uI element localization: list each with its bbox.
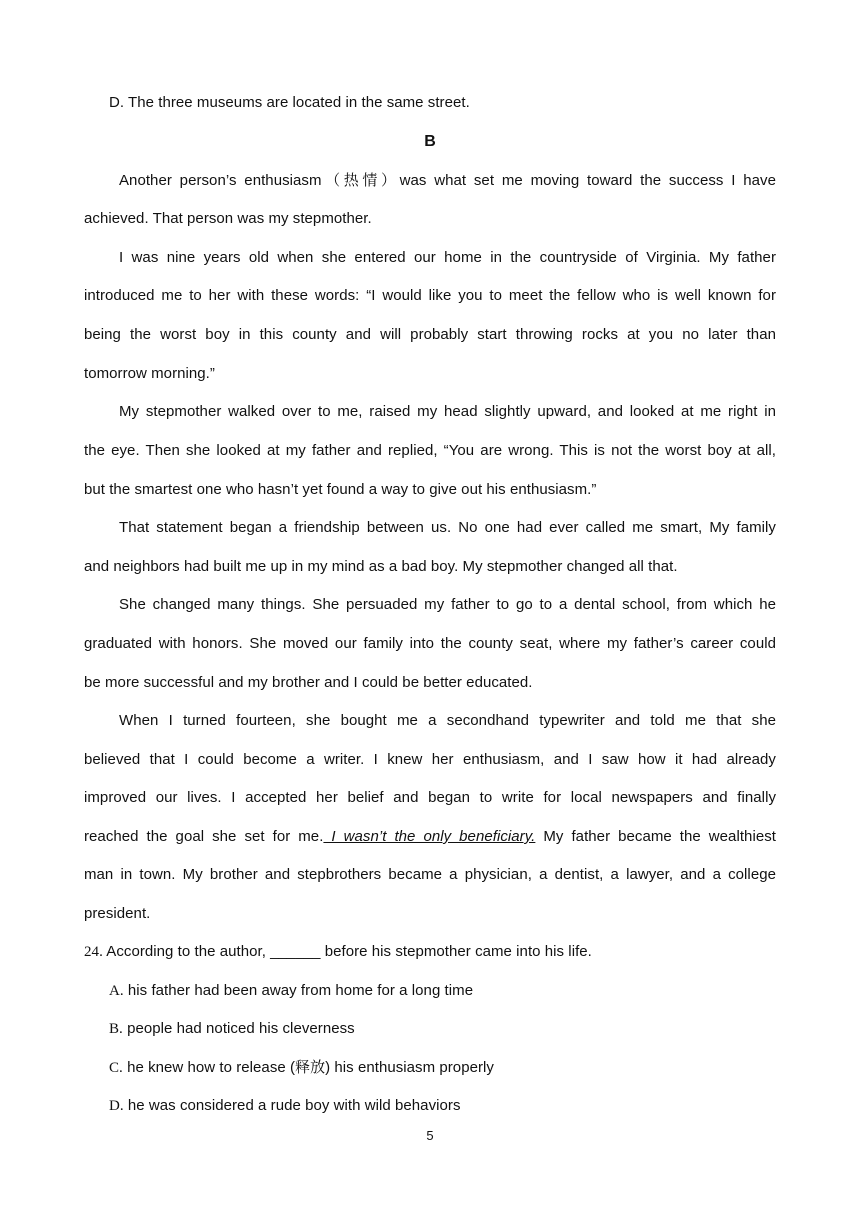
passage-line: When I turned fourteen, she bought me a secondhand typewriter and told me that she xyxy=(119,712,776,729)
section-heading: B xyxy=(424,133,436,150)
passage-line: achieved. That person was my stepmother. xyxy=(84,210,372,227)
passage-line: She changed many things. She persuaded my father to go to a dental school, from which he xyxy=(119,596,776,613)
answer-option-d xyxy=(109,1095,776,1117)
passage-line: believed that I could become a writer. I knew her enthusiasm, and I saw how it had already xyxy=(84,751,776,768)
passage-line: tomorrow morning.” xyxy=(84,365,215,382)
passage-line: be more successful and my brother and I could be better educated. xyxy=(84,674,533,691)
passage-line: Another person’s enthusiasm（热情）was what set me moving toward the success I have xyxy=(119,172,776,189)
option-text: his father had been away from home for a long time xyxy=(123,982,474,999)
passage-line: improved our lives. I accepted her belief and began to write for local newspapers and finally xyxy=(84,789,776,806)
passage-line: and neighbors had built me up in my mind as a bad boy. My stepmother changed all that. xyxy=(84,558,678,575)
passage-line: introduced me to her with these words: “I would like you to meet the fellow who is well known for xyxy=(84,287,776,304)
option-text: he knew how to release (释放) his enthusiasm properly xyxy=(122,1059,494,1076)
underlined-sentence: I wasn’t the only beneficiary. xyxy=(323,828,536,845)
option-text: he was considered a rude boy with wild behaviors xyxy=(123,1097,461,1114)
option-letter: C. xyxy=(109,1060,123,1076)
passage-line: being the worst boy in this county and will probably start throwing rocks at you no later than xyxy=(84,326,776,343)
passage-line: the eye. Then she looked at my father and replied, “You are wrong. This is not the worst boy at all, xyxy=(84,442,776,459)
passage-line: president. xyxy=(84,905,151,922)
question-number: 24. xyxy=(84,944,103,960)
page-number: 5 xyxy=(426,1128,434,1143)
passage-text: reached the goal she set for me. xyxy=(84,828,324,845)
question-text: According to the author, ______ before his stepmother came into his life. xyxy=(102,943,592,960)
question-stem xyxy=(84,941,776,963)
previous-question-option-d: D. The three museums are located in the same street. xyxy=(109,94,470,111)
passage-line: man in town. My brother and stepbrothers became a physician, a dentist, a lawyer, and a college xyxy=(84,866,776,883)
option-letter: D. xyxy=(109,1098,124,1114)
answer-option-c xyxy=(109,1057,776,1079)
passage-line: graduated with honors. She moved our family into the county seat, where my father’s career could xyxy=(84,635,776,652)
passage-line: My stepmother walked over to me, raised my head slightly upward, and looked at me right in xyxy=(119,403,776,420)
passage-line xyxy=(84,826,776,848)
answer-option-b xyxy=(109,1018,776,1040)
passage-line: I was nine years old when she entered our home in the countryside of Virginia. My father xyxy=(119,249,776,266)
option-text: people had noticed his cleverness xyxy=(122,1020,355,1037)
answer-option-a xyxy=(109,980,776,1002)
option-letter: B. xyxy=(109,1021,123,1037)
option-letter: A. xyxy=(109,983,124,999)
passage-line: but the smartest one who hasn’t yet found a way to give out his enthusiasm.” xyxy=(84,481,597,498)
passage-line: That statement began a friendship between us. No one had ever called me smart, My family xyxy=(119,519,776,536)
passage-text: My father became the wealthiest xyxy=(535,828,776,845)
